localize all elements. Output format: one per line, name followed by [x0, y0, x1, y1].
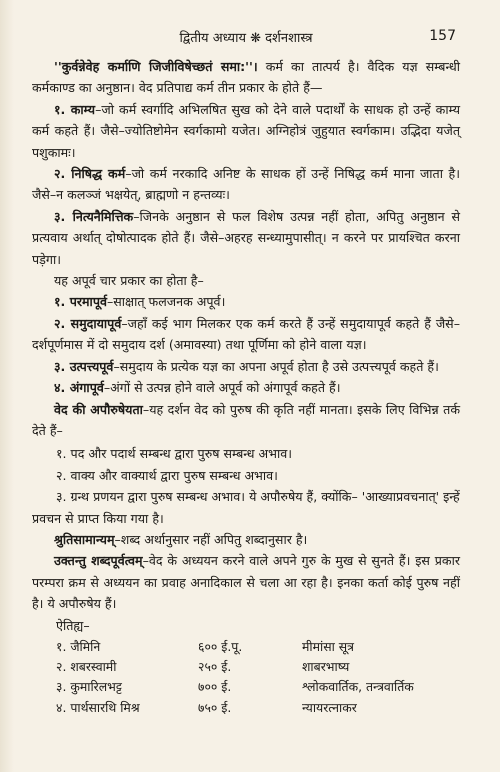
list-item: १. पद और पदार्थ सम्बन्ध द्वारा पुरुष सम्बन्ध अभाव।	[56, 446, 293, 462]
table-cell-year: ६०० ई.पू.	[198, 638, 243, 654]
paragraph-angapurva	[32, 377, 460, 398]
table-cell-name: १. जैमिनि	[56, 638, 101, 654]
term-samudayapurva: २. समुदायापूर्व	[54, 315, 122, 331]
paragraph-text: यह अपूर्व चार प्रकार का होता है–	[54, 273, 204, 289]
table-row	[56, 699, 414, 719]
paragraph-text: –समुदाय के प्रत्येक यज्ञ का अपना अपूर्व होता है उसे उत्पत्त्यपूर्व कहते हैं।	[113, 358, 439, 374]
table-cell-work: न्यायरत्नाकर	[302, 699, 357, 715]
paragraph-nitya	[32, 206, 460, 270]
table-cell-work: श्लोकवार्तिक, तन्त्रवार्तिक	[302, 679, 414, 695]
arguments-list	[32, 443, 460, 529]
term-kamya: १. काम्य	[54, 101, 96, 117]
page-number: 157	[429, 28, 456, 44]
table-cell-work: शाबरभाष्य	[302, 659, 350, 675]
table-cell-year: २५० ई.	[198, 659, 232, 675]
page-header	[32, 26, 460, 50]
paragraph-text: कर्म का तात्पर्य है। वैदिक यज्ञ सम्बन्धी कर्मकाण्ड का अनुष्ठान। वेद प्रतिपाद्य कर्म तीन प्रकार के होते हैं—	[32, 59, 460, 96]
paragraph-apurva-intro	[32, 270, 460, 291]
running-title: द्वितीय अध्याय ❋ दर्शनशास्त्र	[179, 31, 313, 46]
table-cell-spacer	[262, 658, 302, 678]
term-apaurusheyata: वेद की अपौरुषेयता	[54, 401, 143, 417]
table-row	[56, 638, 414, 658]
list-item: ३. ग्रन्थ प्रणयन द्वारा पुरुष सम्बन्ध अभाव। ये अपौरुषेय हैं, क्योंकि– 'आख्याप्रवचनात्' इन्हें प्रवचन से प्राप्त किया गया है।	[32, 489, 460, 526]
paragraph-text: –यह दर्शन वेद को पुरुष की कृति नहीं मानता। इसके लिए विभिन्न तर्क देते हैं–	[32, 401, 460, 438]
term-utpattyapurva: ३. उत्पत्त्यपूर्व	[54, 358, 114, 374]
paragraph-samudayapurva	[32, 313, 460, 356]
table-cell-spacer	[262, 638, 302, 658]
term-nitya: ३. नित्यनैमित्तिक	[54, 208, 134, 224]
table-row	[56, 678, 414, 698]
paragraph-text: –साक्षात् फलजनक अपूर्व।	[106, 294, 226, 310]
aitihya-heading: ऐतिह्य–	[56, 617, 90, 633]
table-row	[56, 658, 414, 678]
paragraph-shrutisamanya	[32, 529, 460, 550]
quote-bold: ''कुर्वन्नेवेह कर्माणि जिजीविषेच्छतं समा:''।	[54, 59, 258, 74]
paragraph-nishiddha	[32, 163, 460, 206]
table-cell-spacer	[262, 699, 302, 719]
term-angapurva: ४. अंगापूर्व	[54, 380, 104, 396]
table-cell-name: ४. पार्थसारथि मिश्र	[56, 699, 140, 715]
paragraph-text: –जिनके अनुष्ठान से फल विशेष उत्पन्न नहीं होता, अपितु अनुष्ठान से प्रत्यवाय अर्थात् दोषोत्पादक होते हैं। जैसे–अहरह सन्ध्यामुपासीत्। न करने पर प्रायश्चित करना पड़ेगा।	[32, 208, 461, 267]
paragraph-text: –जहाँ कई भाग मिलकर एक कर्म करते हैं उन्हें समुदायापूर्व कहते हैं जैसे–दर्शपूर्णमास में दो समुदाय दर्श (अमावस्या) तथा पूर्णिमा को होने वाला यज्ञ।	[32, 315, 460, 353]
table-cell-name: ३. कुमारिलभट्ट	[56, 679, 122, 695]
aitihya-table	[56, 638, 414, 719]
term-nishiddha: २. निषिद्ध कर्म	[54, 166, 126, 182]
table-cell-year: ७०० ई.	[198, 679, 232, 695]
term-shabdapurvatva: उक्तन्तु शब्दपूर्वत्वम्	[54, 553, 143, 569]
term-paramapurva: १. परमापूर्व	[54, 294, 107, 310]
list-item: २. वाक्य और वाक्यार्थ द्वारा पुरुष सम्बन्ध अभाव।	[56, 467, 278, 483]
paragraph-apaurusheyata	[32, 399, 460, 442]
table-cell-year: ७५० ई.	[198, 699, 232, 715]
table-cell-spacer	[262, 678, 302, 698]
paragraph-utpattyapurva	[32, 356, 460, 377]
paragraph-paramapurva	[32, 291, 460, 312]
table-cell-name: २. शबरस्वामी	[56, 659, 117, 675]
paragraph-text: –अंगों से उत्पन्न होने वाले अपूर्व को अंगापूर्व कहते हैं।	[103, 380, 341, 396]
paragraph-shabdapurvatva	[32, 550, 460, 614]
paragraph-text: –जो कर्म नरकादि अनिष्ट के साधक हों उन्हें निषिद्ध कर्म माना जाता है। जैसे–न कलञ्जं भक्षयेत्, ब्राह्मणो न हन्तव्यः।	[32, 166, 460, 203]
paragraph-intro	[32, 56, 460, 99]
paragraph-text: –जो कर्म स्वर्गादि अभिलषित सुख को देने वाले पदार्थों के साधक हो उन्हें काम्य कर्म कहते हैं। जैसे–ज्योतिष्टोमेन स्वर्गकामो यजेत। अग्निहोत्रं जुहुयात स्वर्गकाम। उद्भिदा यजेत् पशुकामः।	[32, 101, 460, 160]
paragraph-text: –शब्द अर्थानुसार नहीं अपितु शब्दानुसार है।	[114, 531, 308, 547]
table-cell-work: मीमांसा सूत्र	[302, 638, 354, 654]
paragraph-text: –वेद के अध्ययन करने वाले अपने गुरु के मुख से सुनते हैं। इस प्रकार परम्परा क्रम से अध्ययन का प्रवाह अनादिकाल से चला आ रहा है। इनका कर्ता कोई पुरुष नहीं है। ये अपौरुषेय हैं।	[32, 553, 460, 612]
term-shrutisamanya: श्रुतिसामान्यम्	[54, 531, 115, 547]
paragraph-kamya	[32, 99, 460, 163]
